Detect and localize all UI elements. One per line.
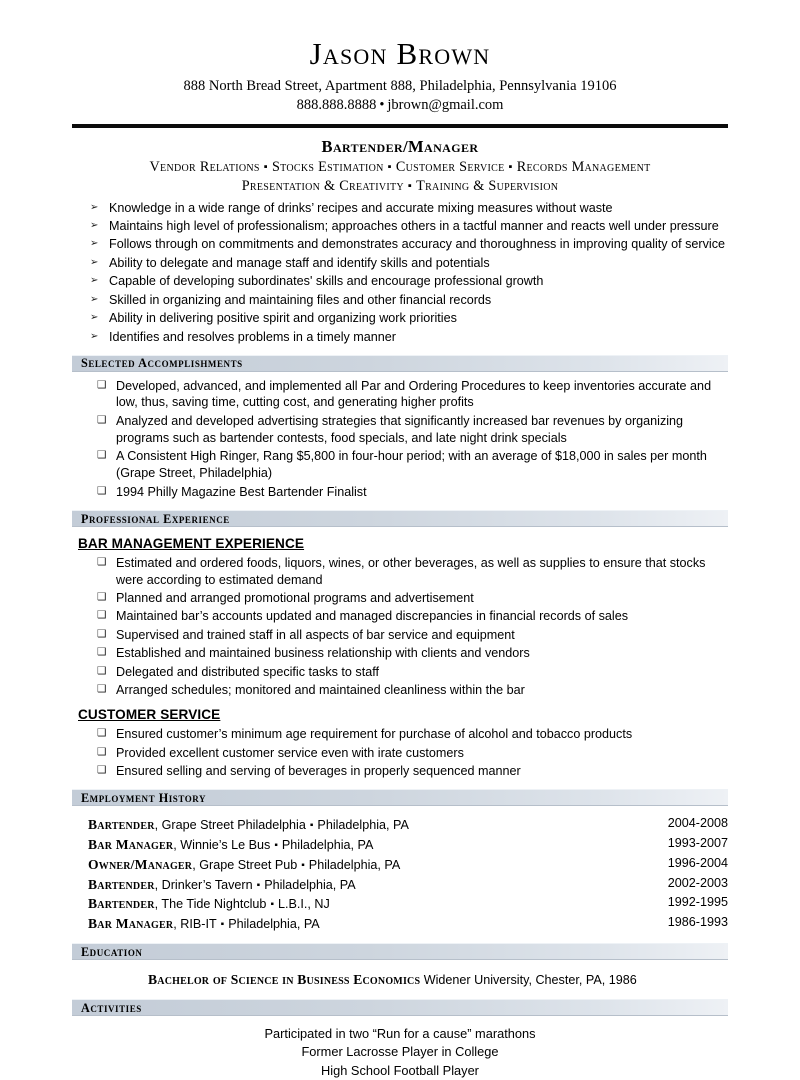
square-bullet-icon: ❑ bbox=[97, 763, 107, 776]
arrow-bullet-icon: ➢ bbox=[90, 238, 99, 250]
section-header-education bbox=[72, 943, 728, 960]
target-job-title: Bartender/Manager bbox=[321, 136, 479, 156]
employment-role: Bartender bbox=[88, 876, 155, 892]
list-item-text: Supervised and trained staff in all aspects of bar service and equipment bbox=[116, 627, 515, 642]
keyword-line-1 bbox=[72, 158, 728, 177]
employment-dates: 1993-2007 bbox=[667, 835, 728, 850]
employment-company: Winnie’s Le Bus bbox=[180, 837, 271, 852]
employment-role: Bartender bbox=[88, 816, 155, 832]
candidate-email: jbrown@gmail.com bbox=[387, 96, 504, 113]
resume-header bbox=[72, 38, 728, 115]
section-title: Activities bbox=[81, 1000, 142, 1015]
table-row bbox=[72, 855, 728, 875]
square-bullet-icon: ❑ bbox=[97, 590, 107, 603]
table-row bbox=[72, 875, 728, 895]
candidate-phone: 888.888.8888 bbox=[296, 96, 377, 113]
employment-location: Philadelphia, PA bbox=[281, 837, 374, 852]
activities-list bbox=[72, 1025, 728, 1080]
employment-company: Grape Street Philadelphia bbox=[161, 817, 306, 832]
list-item bbox=[72, 682, 728, 699]
list-item-text: Follows through on commitments and demonstrates accuracy and thoroughness in improving quality of service bbox=[109, 237, 725, 252]
list-item bbox=[72, 590, 728, 607]
list-item bbox=[72, 273, 728, 290]
employment-company: RIB-IT bbox=[180, 917, 217, 932]
list-item bbox=[72, 329, 728, 346]
list-item-text: Arranged schedules; monitored and maintained cleanliness within the bar bbox=[116, 683, 525, 698]
list-item bbox=[72, 745, 728, 762]
arrow-bullet-icon: ➢ bbox=[90, 293, 99, 305]
education-degree: Bachelor of Science in Business Economics bbox=[148, 972, 421, 988]
employment-dates: 1996-2004 bbox=[667, 855, 728, 870]
section-title: Selected Accomplishments bbox=[81, 356, 243, 371]
list-item-text: Established and maintained business relationship with clients and vendors bbox=[116, 646, 530, 661]
list-item-text: Estimated and ordered foods, liquors, wines, or other beverages, as well as supplies to ensure that stocks were according to estimated demand bbox=[116, 555, 706, 587]
candidate-contact bbox=[72, 96, 728, 115]
keyword-separator-icon: ▪ bbox=[407, 179, 413, 192]
arrow-bullet-icon: ➢ bbox=[90, 201, 99, 213]
education-details: Widener University, Chester, PA, 1986 bbox=[423, 973, 637, 988]
employment-role: Owner/Manager bbox=[88, 856, 193, 872]
employment-position-cell: Owner/Manager, Grape Street Pub ▪ Philadelphia, PA bbox=[88, 856, 401, 872]
employment-company: Grape Street Pub bbox=[199, 857, 298, 872]
employment-separator-icon: ▪ bbox=[220, 919, 225, 931]
employment-dates: 1992-1995 bbox=[667, 895, 728, 910]
candidate-address: 888 North Bread Street, Apartment 888, Philadelphia, Pennsylvania 19106 bbox=[183, 77, 617, 94]
employment-role: Bartender bbox=[88, 896, 155, 912]
candidate-name: Jason Brown bbox=[309, 36, 491, 71]
list-item bbox=[72, 726, 728, 743]
employment-role: Bar Manager bbox=[88, 836, 174, 852]
list-item bbox=[72, 378, 728, 412]
qualifications-list bbox=[72, 200, 728, 346]
square-bullet-icon: ❑ bbox=[97, 627, 107, 640]
arrow-bullet-icon: ➢ bbox=[90, 330, 99, 342]
employment-position-cell: Bartender, The Tide Nightclub ▪ L.B.I., NJ bbox=[88, 896, 330, 912]
keyword: Vendor Relations bbox=[149, 158, 260, 175]
section-title: Professional Experience bbox=[81, 511, 230, 526]
subsection-heading-bar-management: BAR MANAGEMENT EXPERIENCE bbox=[78, 535, 305, 551]
keyword-separator-icon: ▪ bbox=[263, 160, 268, 173]
keyword: Records Management bbox=[516, 158, 651, 175]
keyword-separator-icon: ▪ bbox=[387, 160, 392, 173]
keyword: Stocks Estimation bbox=[271, 158, 384, 175]
list-item-text: Planned and arranged promotional programs and advertisement bbox=[116, 590, 474, 605]
employment-position-cell: Bar Manager, Winnie’s Le Bus ▪ Philadelphia, PA bbox=[88, 836, 374, 852]
table-row bbox=[72, 894, 728, 914]
list-item-text: Ability in delivering positive spirit and organizing work priorities bbox=[109, 311, 457, 326]
list-item bbox=[72, 627, 728, 644]
employment-separator-icon: ▪ bbox=[256, 879, 261, 891]
employment-location: Philadelphia, PA bbox=[228, 917, 320, 932]
list-item-text: Capable of developing subordinates' skills and encourage professional growth bbox=[109, 274, 544, 289]
list-item bbox=[72, 200, 728, 217]
list-item: Former Lacrosse Player in College bbox=[301, 1044, 499, 1060]
employment-company: Drinker’s Tavern bbox=[161, 877, 253, 892]
table-row bbox=[72, 914, 728, 934]
section-header-employment-history bbox=[72, 789, 728, 806]
list-item-text: Analyzed and developed advertising strategies that significantly increased bar revenues by organizing programs such as bartender contests, food specials, and late night drink specials bbox=[116, 413, 684, 445]
list-item bbox=[72, 608, 728, 625]
arrow-bullet-icon: ➢ bbox=[90, 312, 99, 324]
bar-management-list bbox=[72, 555, 728, 700]
list-item bbox=[72, 484, 728, 501]
list-item-text: 1994 Philly Magazine Best Bartender Finalist bbox=[116, 484, 367, 499]
employment-separator-icon: ▪ bbox=[270, 899, 274, 911]
employment-dates: 1986-1993 bbox=[667, 915, 728, 930]
employment-location: Philadelphia, PA bbox=[317, 817, 409, 832]
list-item bbox=[72, 645, 728, 662]
headline-block bbox=[72, 137, 728, 196]
square-bullet-icon: ❑ bbox=[97, 727, 107, 740]
subsection-heading-customer-service: CUSTOMER SERVICE bbox=[78, 707, 221, 723]
list-item-text: Ability to delegate and manage staff and identify skills and potentials bbox=[109, 255, 490, 270]
list-item bbox=[72, 292, 728, 309]
customer-service-list bbox=[72, 726, 728, 780]
list-item-text: Delegated and distributed specific tasks to staff bbox=[116, 664, 379, 679]
square-bullet-icon: ❑ bbox=[97, 745, 107, 758]
list-item-text: A Consistent High Ringer, Rang $5,800 in four-hour period; with an average of $18,000 in sales per month (Grape Street, Philadelphia) bbox=[116, 449, 707, 481]
list-item-text: Maintained bar’s accounts updated and managed discrepancies in financial records of sales bbox=[116, 609, 628, 624]
list-item: Participated in two “Run for a cause” marathons bbox=[264, 1025, 536, 1041]
keyword: Presentation & Creativity bbox=[241, 177, 404, 194]
employment-position-cell: Bartender, Grape Street Philadelphia ▪ Philadelphia, PA bbox=[88, 816, 409, 832]
contact-separator: • bbox=[379, 96, 385, 113]
list-item bbox=[72, 236, 728, 253]
arrow-bullet-icon: ➢ bbox=[90, 275, 99, 287]
list-item bbox=[72, 555, 728, 589]
square-bullet-icon: ❑ bbox=[97, 449, 107, 462]
list-item bbox=[72, 664, 728, 681]
employment-role: Bar Manager bbox=[88, 916, 174, 932]
list-item-text: Maintains high level of professionalism; approaches others in a tactful manner and reacts well under pressure bbox=[109, 218, 719, 233]
list-item: High School Football Player bbox=[321, 1062, 479, 1078]
employment-location: L.B.I., NJ bbox=[277, 897, 330, 912]
list-item bbox=[72, 763, 728, 780]
arrow-bullet-icon: ➢ bbox=[90, 219, 99, 231]
list-item-text: Knowledge in a wide range of drinks’ recipes and accurate mixing measures without waste bbox=[109, 200, 613, 215]
list-item-text: Ensured customer’s minimum age requirement for purchase of alcohol and tobacco products bbox=[116, 727, 633, 742]
list-item-text: Provided excellent customer service even with irate customers bbox=[116, 745, 464, 760]
employment-dates: 2002-2003 bbox=[667, 875, 728, 890]
section-title: Employment History bbox=[81, 790, 207, 805]
section-title: Education bbox=[81, 945, 143, 960]
employment-separator-icon: ▪ bbox=[274, 839, 278, 851]
employment-location: Philadelphia, PA bbox=[308, 857, 401, 872]
header-divider bbox=[72, 124, 728, 128]
education-entry bbox=[72, 970, 728, 990]
square-bullet-icon: ❑ bbox=[97, 609, 107, 622]
employment-dates: 2004-2008 bbox=[667, 815, 728, 830]
list-item bbox=[72, 448, 728, 482]
square-bullet-icon: ❑ bbox=[97, 664, 107, 677]
keyword-line-2 bbox=[72, 177, 728, 196]
square-bullet-icon: ❑ bbox=[97, 683, 107, 696]
square-bullet-icon: ❑ bbox=[97, 646, 107, 659]
table-row bbox=[72, 835, 728, 855]
employment-company: The Tide Nightclub bbox=[161, 897, 267, 912]
employment-separator-icon: ▪ bbox=[301, 859, 305, 871]
keyword-separator-icon: ▪ bbox=[508, 160, 513, 173]
table-row bbox=[72, 815, 728, 835]
section-header-activities bbox=[72, 999, 728, 1016]
employment-position-cell: Bartender, Drinker’s Tavern ▪ Philadelphia, PA bbox=[88, 876, 356, 892]
list-item bbox=[72, 218, 728, 235]
arrow-bullet-icon: ➢ bbox=[90, 256, 99, 268]
list-item-text: Developed, advanced, and implemented all Par and Ordering Procedures to keep inventories accurate and low, thus, saving time, cutting cost, and generating higher profits bbox=[116, 378, 712, 410]
list-item-text: Identifies and resolves problems in a timely manner bbox=[109, 329, 396, 344]
employment-history-table bbox=[72, 815, 728, 934]
list-item-text: Ensured selling and serving of beverages in properly sequenced manner bbox=[116, 763, 521, 778]
keyword: Training & Supervision bbox=[416, 177, 559, 194]
square-bullet-icon: ❑ bbox=[97, 378, 107, 391]
list-item bbox=[72, 255, 728, 272]
accomplishments-list bbox=[72, 378, 728, 501]
square-bullet-icon: ❑ bbox=[97, 413, 107, 426]
list-item bbox=[72, 310, 728, 327]
square-bullet-icon: ❑ bbox=[97, 484, 107, 497]
employment-separator-icon: ▪ bbox=[309, 819, 314, 831]
list-item bbox=[72, 413, 728, 447]
section-header-professional-experience bbox=[72, 510, 728, 527]
section-header-accomplishments bbox=[72, 355, 728, 372]
square-bullet-icon: ❑ bbox=[97, 555, 107, 568]
employment-location: Philadelphia, PA bbox=[264, 877, 356, 892]
keyword: Customer Service bbox=[395, 158, 505, 175]
employment-position-cell: Bar Manager, RIB-IT ▪ Philadelphia, PA bbox=[88, 916, 320, 932]
list-item-text: Skilled in organizing and maintaining files and other financial records bbox=[109, 292, 492, 307]
